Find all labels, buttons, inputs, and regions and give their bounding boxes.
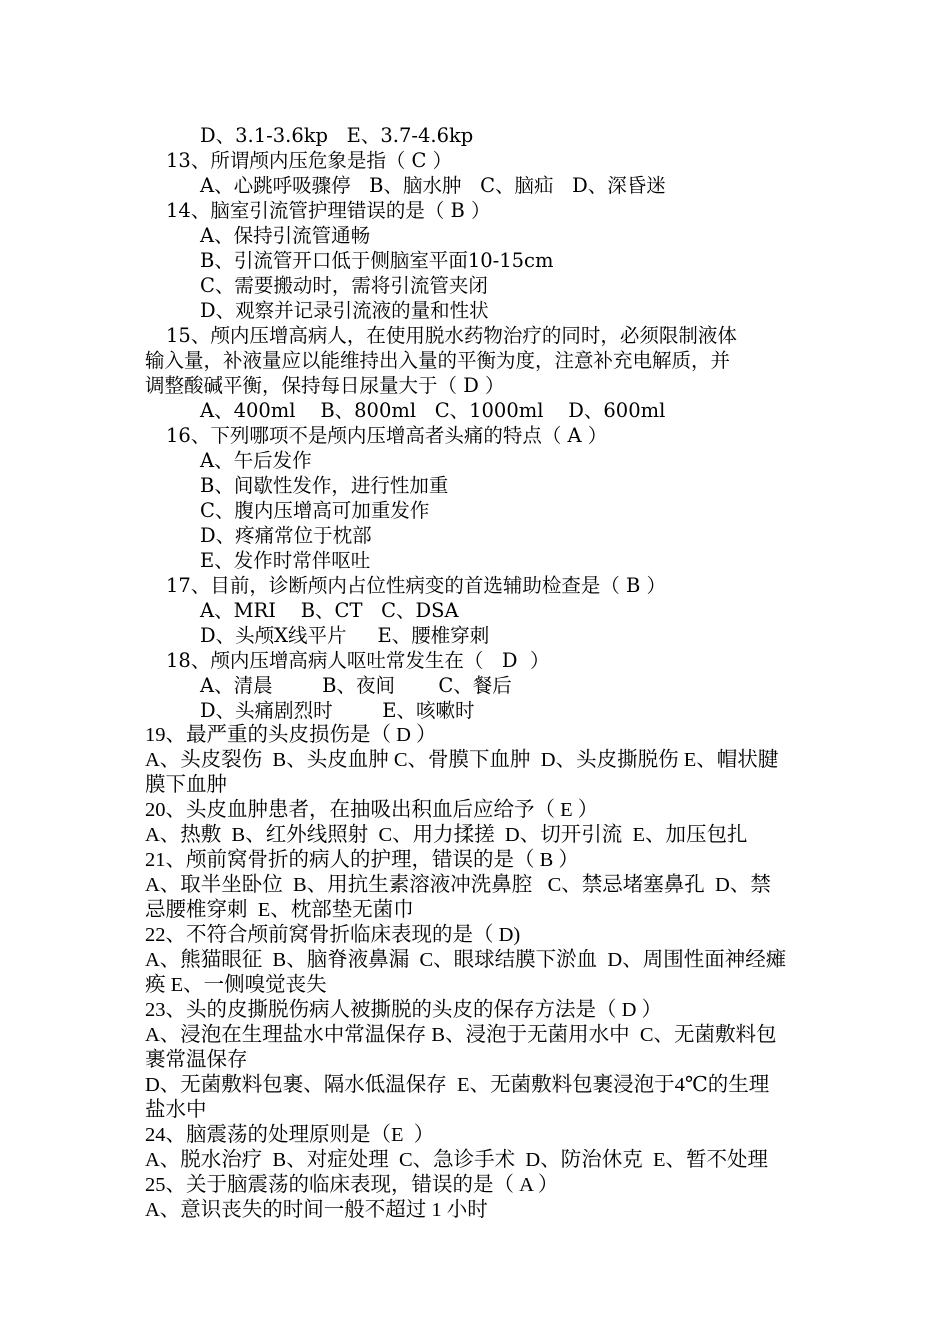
options-17-b: D、头颅X线平片 E、腰椎穿刺 [200, 624, 490, 647]
question-13: 13、所谓颅内压危象是指（ C ） [166, 149, 453, 172]
options-20: A、热敷 B、红外线照射 C、用力揉搓 D、切开引流 E、加压包扎 [145, 824, 748, 846]
question-22: 22、不符合颅前窝骨折临床表现的是（ D) [145, 924, 521, 946]
question-15-cont: 调整酸碱平衡，保持每日尿量大于（ D ） [145, 374, 505, 397]
options-19: A、头皮裂伤 B、头皮血肿 C、骨膜下血肿 D、头皮撕脱伤 E、帽状腱 [145, 749, 779, 771]
question-16: 16、下列哪项不是颅内压增高者头痛的特点（ A ） [166, 424, 608, 447]
options-18-b: D、头痛剧烈时 E、咳嗽时 [200, 699, 475, 722]
options-21-cont: 忌腰椎穿刺 E、枕部垫无菌巾 [145, 899, 414, 921]
options-13: A、心跳呼吸骤停 B、脑水肿 C、脑疝 D、深昏迷 [200, 174, 666, 197]
options-17-a: A、MRI B、CT C、DSA [200, 599, 459, 622]
option-16-b: B、间歇性发作，进行性加重 [200, 474, 449, 497]
options-23: A、浸泡在生理盐水中常温保存 B、浸泡于无菌用水中 C、无菌敷料包 [145, 1024, 777, 1046]
option-14-d: D、观察并记录引流液的量和性状 [200, 299, 489, 322]
question-14: 14、脑室引流管护理错误的是（ B ） [166, 199, 491, 222]
question-20: 20、头皮血肿患者，在抽吸出积血后应给予（ E ） [145, 799, 599, 821]
options-18-a: A、清晨 B、夜间 C、餐后 [200, 674, 512, 697]
option-14-a: A、保持引流管通畅 [200, 224, 371, 247]
options-24: A、脱水治疗 B、对症处理 C、急诊手术 D、防治休克 E、暂不处理 [145, 1149, 768, 1171]
options-19-cont: 膜下血肿 [145, 774, 227, 796]
option-14-c: C、需要搬动时，需将引流管夹闭 [200, 274, 488, 297]
question-24: 24、脑震荡的处理原则是（E ） [145, 1124, 435, 1146]
question-25: 25、关于脑震荡的临床表现，错误的是（ A ） [145, 1174, 559, 1196]
options-23-cont: 裹常温保存 [145, 1049, 248, 1071]
option-16-d: D、疼痛常位于枕部 [200, 524, 372, 547]
question-19: 19、最严重的头皮损伤是（ D ） [145, 724, 437, 746]
question-15: 15、颅内压增高病人，在使用脱水药物治疗的同时，必须限制液体 [166, 324, 737, 347]
options-23-de-cont: 盐水中 [145, 1099, 207, 1121]
options-22: A、熊猫眼征 B、脑脊液鼻漏 C、眼球结膜下淤血 D、周围性面神经瘫 [145, 949, 787, 971]
options-21: A、取半坐卧位 B、用抗生素溶液冲洗鼻腔 C、禁忌堵塞鼻孔 D、禁 [145, 874, 771, 896]
option-16-e: E、发作时常伴呕吐 [200, 549, 371, 572]
question-15-cont: 输入量，补液量应以能维持出入量的平衡为度，注意补充电解质，并 [145, 349, 731, 372]
question-23: 23、头的皮撕脱伤病人被撕脱的头皮的保存方法是（ D ） [145, 999, 663, 1021]
option-16-a: A、午后发作 [200, 449, 312, 472]
options-22-cont: 痪 E、一侧嗅觉丧失 [145, 974, 327, 996]
option-16-c: C、腹内压增高可加重发作 [200, 499, 430, 522]
options-15: A、400ml B、800ml C、1000ml D、600ml [200, 399, 666, 422]
question-21: 21、颅前窝骨折的病人的护理，错误的是（ B ） [145, 849, 579, 871]
option-25-a: A、意识丧失的时间一般不超过 1 小时 [145, 1199, 488, 1221]
option-14-b: B、引流管开口低于侧脑室平面10-15cm [200, 249, 554, 272]
question-18: 18、颅内压增高病人呕吐常发生在（ D ） [166, 649, 550, 672]
options-23-de: D、无菌敷料包裹、隔水低温保存 E、无菌敷料包裹浸泡于4℃的生理 [145, 1074, 770, 1096]
question-17: 17、目前，诊断颅内占位性病变的首选辅助检查是（ B ） [166, 574, 667, 597]
text-line: D、3.1-3.6kp E、3.7-4.6kp [200, 124, 474, 147]
